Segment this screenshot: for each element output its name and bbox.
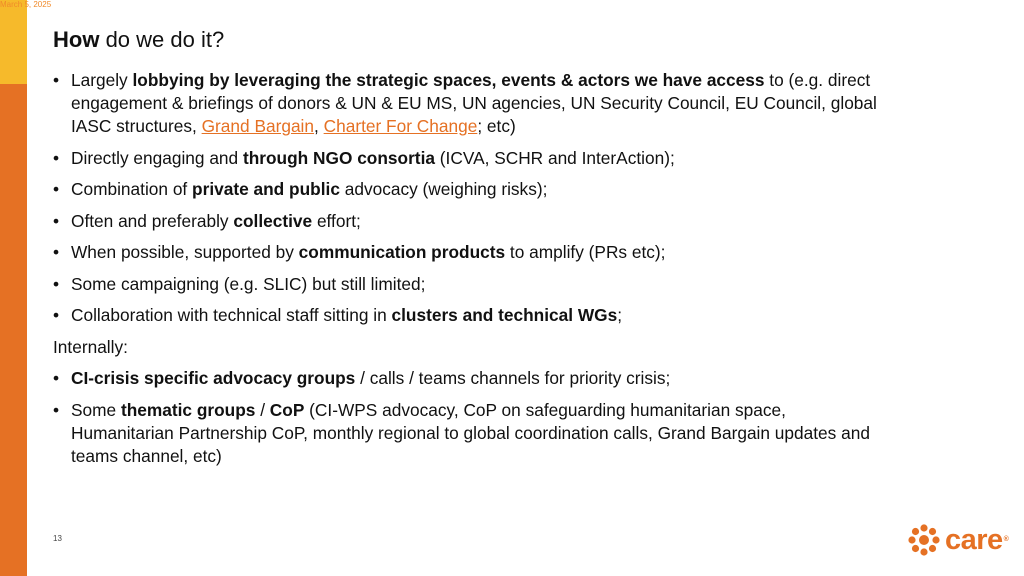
bold-text: CoP xyxy=(269,399,305,420)
slide-title xyxy=(53,26,224,54)
text: Some xyxy=(71,399,121,420)
text: Largely xyxy=(71,70,133,90)
grand-bargain-link[interactable]: Grand Bargain xyxy=(201,116,315,136)
text: When possible, supported by xyxy=(71,242,299,262)
bullet-item-ngo-consortia xyxy=(53,147,893,170)
bullet-item-private-public xyxy=(53,178,893,201)
bullet-item-collective xyxy=(53,210,893,233)
bold-text: thematic groups xyxy=(120,399,256,420)
title-bold: How xyxy=(53,27,100,52)
bullet-marker: • xyxy=(53,273,60,294)
charter-for-change-link[interactable]: Charter For Change xyxy=(323,116,478,136)
text: Often and preferably xyxy=(71,210,234,231)
care-logo-text xyxy=(945,525,1008,555)
text: (CI-WPS advocacy, CoP on safeguarding humanitarian space, Humanitarian Partnership CoP, monthly regional to global coordination calls, Grand Bargain updates and teams channel, etc) xyxy=(71,399,870,466)
accent-bar-top xyxy=(0,0,27,84)
bold-text: clusters and technical WGs xyxy=(391,305,618,325)
bullet-marker: • xyxy=(53,210,60,231)
bold-text: communication products xyxy=(298,242,506,262)
text: Combination of xyxy=(71,179,193,199)
text: advocacy (weighing risks); xyxy=(339,179,548,199)
text: ; etc) xyxy=(477,116,516,136)
text: , xyxy=(314,116,324,136)
slide-body xyxy=(53,69,893,476)
bullet-marker: • xyxy=(53,368,60,388)
bold-text: through NGO consortia xyxy=(242,147,435,168)
bullet-item-crisis-groups xyxy=(53,367,893,390)
title-rest: do we do it? xyxy=(99,27,225,52)
bullet-item-communication xyxy=(53,241,893,264)
bullet-item-clusters xyxy=(53,304,893,327)
logo-registered-mark: ® xyxy=(1003,536,1009,543)
bold-text: CI-crisis specific advocacy groups xyxy=(71,368,356,388)
internally-heading: Internally: xyxy=(53,336,128,357)
text: to (e.g. direct engagement & briefings of donors & UN & EU MS, UN agencies, UN Security Council, EU Council, global IASC structures, xyxy=(71,70,877,136)
bullet-marker: • xyxy=(53,147,60,168)
text: Directly engaging and xyxy=(71,147,243,168)
text: / xyxy=(255,399,270,420)
bullet-marker: • xyxy=(53,242,60,262)
text: ; xyxy=(617,305,623,325)
bullet-marker: • xyxy=(53,399,60,420)
logo-wordmark: care xyxy=(945,524,1003,556)
text: (ICVA, SCHR and InterAction); xyxy=(434,147,675,168)
bold-text: collective xyxy=(233,210,313,231)
bullet-item-lobbying xyxy=(53,69,893,138)
bullet-item-thematic-groups xyxy=(53,399,893,468)
text: Collaboration with technical staff sitting in xyxy=(71,305,392,325)
care-logo xyxy=(906,522,1008,558)
care-logo-icon xyxy=(906,522,942,558)
accent-bar-bottom xyxy=(0,84,27,576)
text: Some campaigning (e.g. SLIC) but still limited; xyxy=(71,273,426,294)
page-number: 13 xyxy=(53,534,62,543)
bullet-marker: • xyxy=(53,179,60,199)
slide-date: March 5, 2025 xyxy=(0,0,52,9)
bold-text: private and public xyxy=(192,179,340,199)
bullet-item-campaigning xyxy=(53,273,893,296)
text: effort; xyxy=(312,210,361,231)
text: / calls / teams channels for priority crisis; xyxy=(355,368,671,388)
text: to amplify (PRs etc); xyxy=(505,242,666,262)
bullet-marker: • xyxy=(53,70,60,90)
bold-text: lobbying by leveraging the strategic spaces, events & actors we have access xyxy=(132,70,765,90)
bullet-marker: • xyxy=(53,305,60,325)
